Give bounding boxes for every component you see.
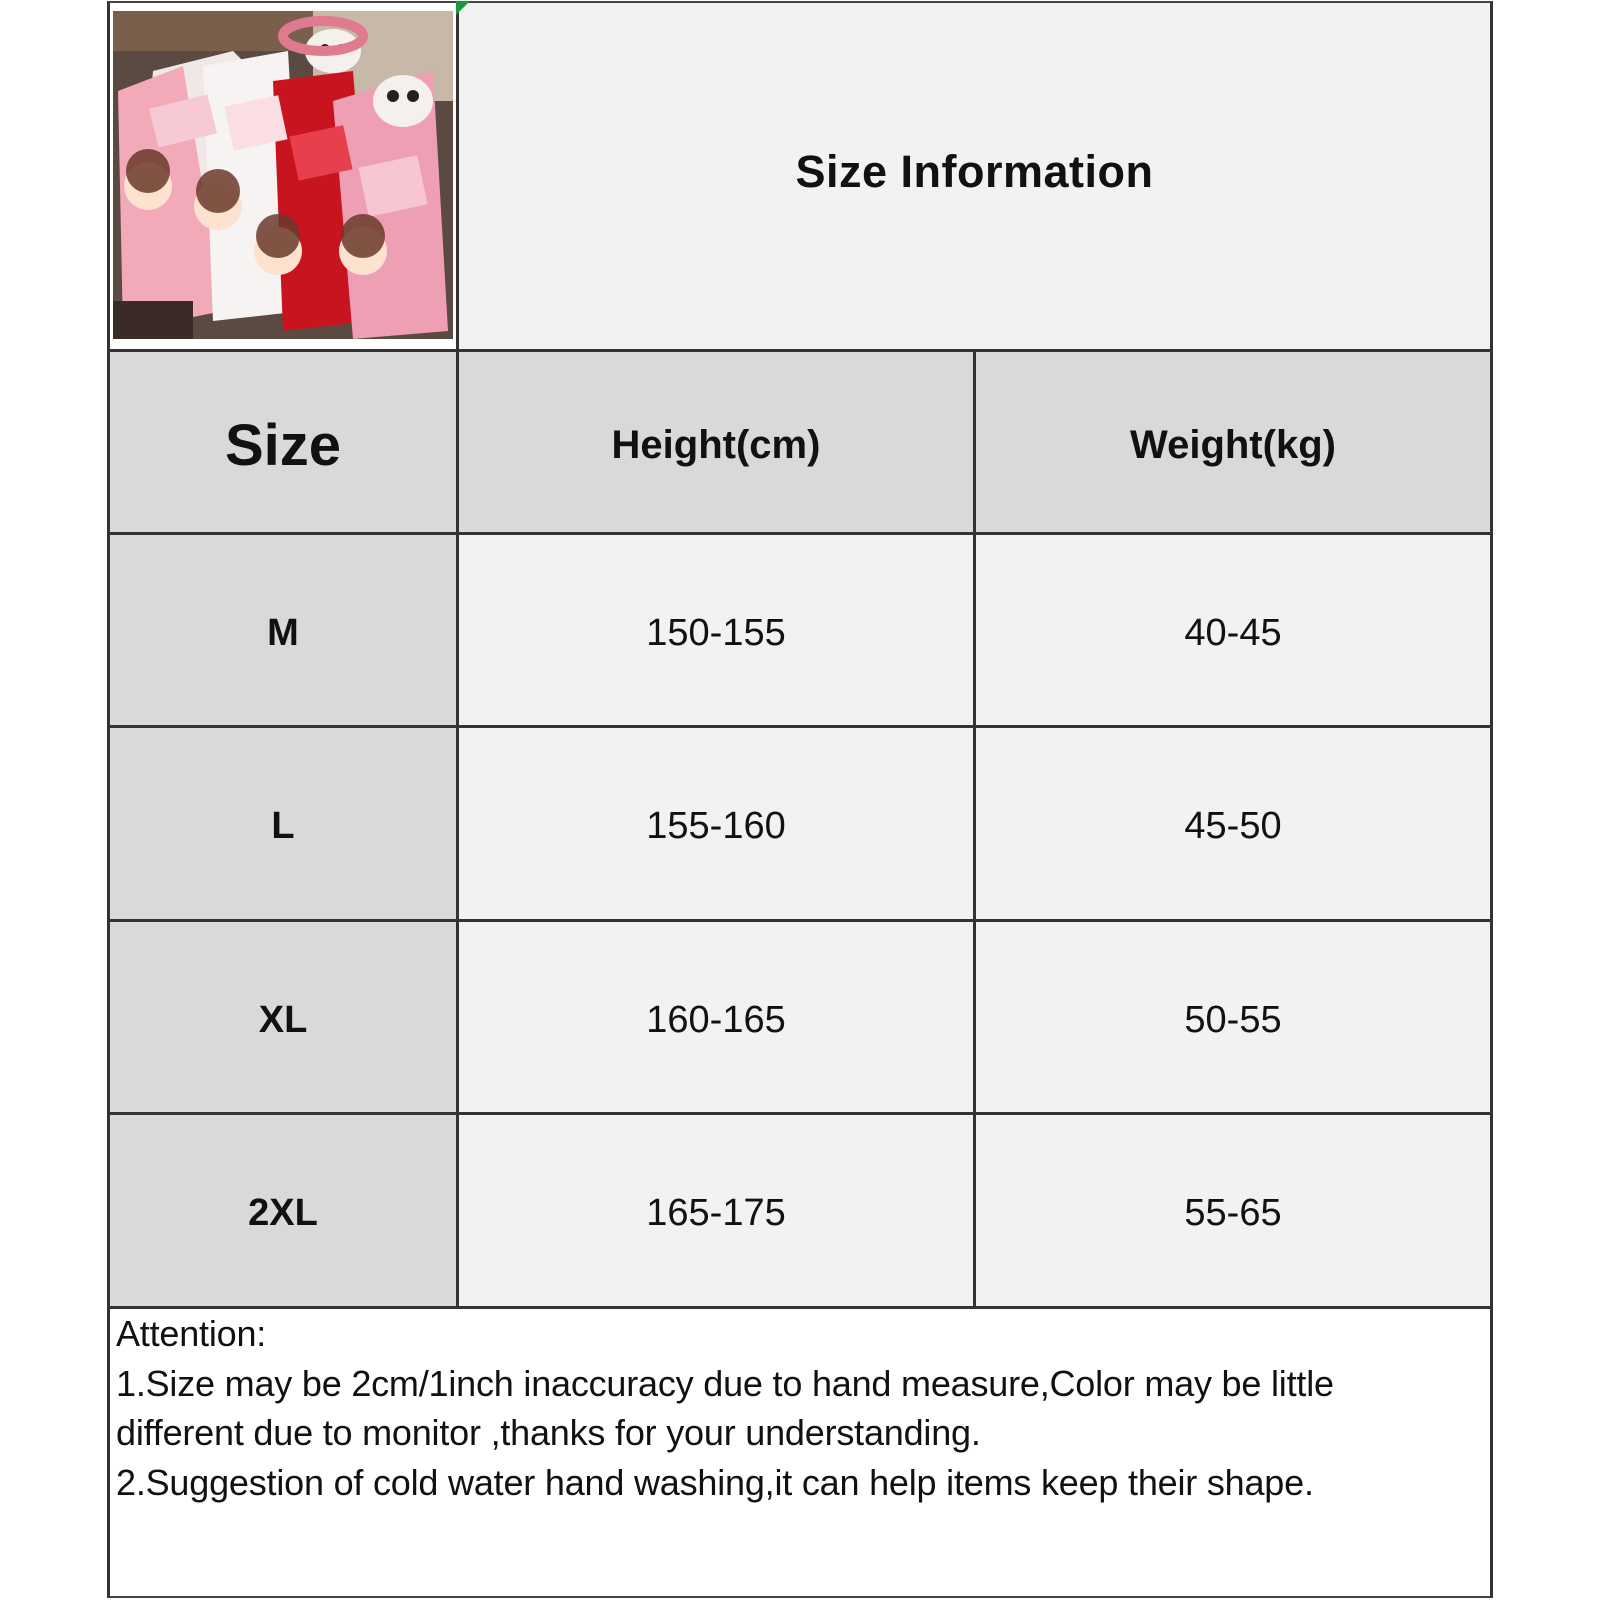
height-column-header: Height(cm) xyxy=(611,422,821,467)
table-row-size-cell xyxy=(110,728,456,919)
size-value: XL xyxy=(258,998,308,1041)
height-value: 165-175 xyxy=(646,1192,786,1234)
height-value: 155-160 xyxy=(646,805,786,847)
table-row-size-cell xyxy=(110,535,456,725)
table-row-height-cell xyxy=(459,728,973,919)
table-row-height-cell xyxy=(459,922,973,1112)
table-row-weight-cell xyxy=(976,922,1490,1112)
table-row-weight-cell xyxy=(976,1115,1490,1306)
height-value: 150-155 xyxy=(646,611,786,654)
weight-value: 55-65 xyxy=(1184,1192,1282,1234)
weight-value: 40-45 xyxy=(1184,611,1282,654)
attention-notes xyxy=(116,1309,1486,1507)
title-cell xyxy=(459,3,1490,349)
product-photo-illustration xyxy=(113,11,453,339)
table-row-height-cell xyxy=(459,1115,973,1306)
size-chart xyxy=(107,1,1493,1598)
table-row-height-cell xyxy=(459,535,973,725)
size-table xyxy=(110,3,1490,1309)
weight-value: 50-55 xyxy=(1184,998,1282,1041)
weight-column-header: Weight(kg) xyxy=(1130,422,1336,467)
size-value: M xyxy=(267,611,299,654)
weight-value: 45-50 xyxy=(1184,805,1282,847)
size-value: L xyxy=(271,805,295,847)
table-row-weight-cell xyxy=(976,535,1490,725)
page-title: Size Information xyxy=(795,146,1154,197)
size-header-cell xyxy=(110,352,456,532)
size-column-header: Size xyxy=(224,412,342,478)
cell-corner-indicator xyxy=(456,1,470,15)
height-header-cell xyxy=(459,352,973,532)
weight-header-cell xyxy=(976,352,1490,532)
note-line: different due to monitor ,thanks for your understanding. xyxy=(116,1412,981,1453)
table-row-weight-cell xyxy=(976,728,1490,919)
note-line: 1.Size may be 2cm/1inch inaccuracy due to hand measure,Color may be little xyxy=(116,1362,1334,1404)
notes-heading: Attention: xyxy=(116,1313,267,1354)
table-row-size-cell xyxy=(110,922,456,1112)
note-line: 2.Suggestion of cold water hand washing,it can help items keep their shape. xyxy=(116,1461,1314,1503)
product-photo-cell xyxy=(110,3,456,349)
size-value: 2XL xyxy=(248,1192,318,1234)
product-photo xyxy=(113,11,453,339)
height-value: 160-165 xyxy=(646,998,786,1041)
table-row-size-cell xyxy=(110,1115,456,1306)
